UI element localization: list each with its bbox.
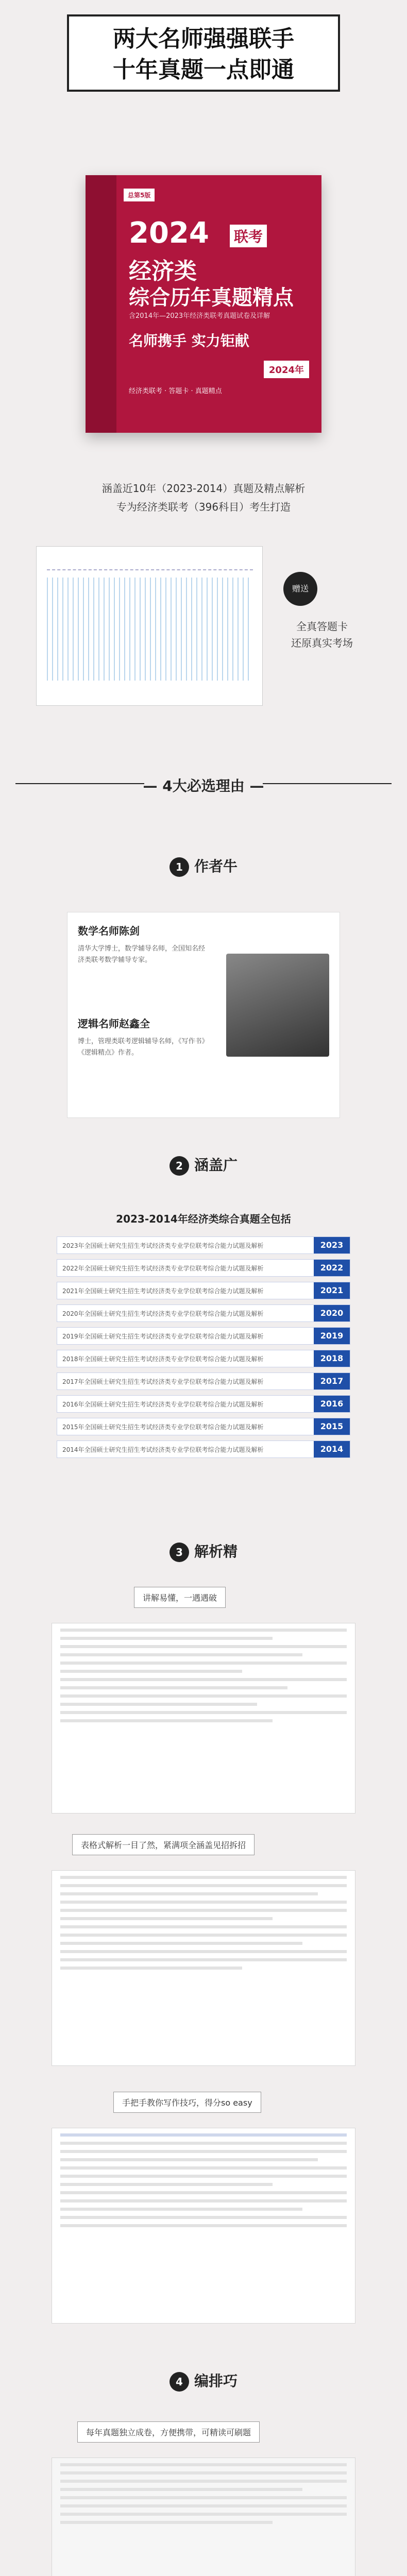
analysis-bubble-3: 手把手教你写作技巧，得分so easy — [113, 2092, 261, 2113]
list-item — [57, 1395, 350, 1413]
scope-title: 2023-2014年经济类综合真题全包括 — [116, 1213, 291, 1225]
cover-slogan: 名师携手 实力钜献 — [129, 332, 249, 349]
section-title: 解析精 — [194, 1543, 238, 1560]
section-head-4 — [0, 2370, 407, 2392]
intro — [0, 479, 407, 516]
sheet-caption — [273, 618, 371, 651]
hero-title-box — [67, 14, 340, 92]
list-item — [57, 1304, 350, 1322]
cover-title-2: 综合历年真题精点 — [129, 286, 294, 310]
list-item — [57, 1440, 350, 1458]
year-badge: 2020 — [314, 1305, 350, 1321]
section-number: 3 — [169, 1543, 189, 1562]
year-badge: 2022 — [314, 1260, 350, 1276]
scope-item-text: 2018年全国硕士研究生招生考试经济类专业学位联考综合能力试题及解析 — [62, 1355, 264, 1363]
cover-desc: 含2014年—2023年经济类联考真题试卷及详解 — [129, 312, 270, 320]
edition-badge: 总第5版 — [124, 189, 155, 201]
cover-year: 2024 — [129, 216, 209, 250]
answer-sheet-image — [36, 546, 263, 706]
section-title: 编排巧 — [194, 2372, 238, 2389]
book-cover — [86, 175, 321, 433]
intro-line-2: 专为经济类联考（396科目）考生打造 — [116, 501, 291, 513]
author-name-2: 逻辑名师赵鑫全 — [78, 1018, 150, 1030]
scope-item-text: 2020年全国硕士研究生招生考试经济类专业学位联考综合能力试题及解析 — [62, 1310, 264, 1317]
year-badge: 2017 — [314, 1373, 350, 1389]
section-head-1 — [0, 855, 407, 877]
section-title: 涵盖广 — [194, 1157, 238, 1174]
cover-subject-tag: 联考 — [230, 225, 267, 247]
section-number: 4 — [169, 2372, 189, 2392]
year-badge: 2018 — [314, 1350, 350, 1367]
intro-line-1: 涵盖近10年（2023-2014）真题及精点解析 — [101, 482, 306, 495]
hero-line-2: 十年真题一点即通 — [113, 57, 294, 83]
scope-list — [57, 1236, 350, 1463]
list-item — [57, 1282, 350, 1299]
reasons-divider — [0, 757, 407, 809]
author-desc-2: 博士，管理类联考逻辑辅导名师，《写作书》《逻辑精点》作者。 — [78, 1038, 206, 1057]
section-head-2 — [0, 1154, 407, 1176]
year-badge: 2016 — [314, 1396, 350, 1412]
cover-bottom: 经济类联考 · 答题卡 · 真题精点 — [129, 387, 222, 395]
year-badge: 2023 — [314, 1237, 350, 1253]
scope-item-text: 2019年全国硕士研究生招生考试经济类专业学位联考综合能力试题及解析 — [62, 1333, 264, 1340]
sheet-caption-1: 全真答题卡 — [296, 620, 348, 633]
analysis-sample-1 — [52, 1623, 355, 1814]
list-item — [57, 1236, 350, 1254]
scope-item-text: 2017年全国硕士研究生招生考试经济类专业学位联考综合能力试题及解析 — [62, 1378, 264, 1385]
authors-card — [67, 912, 340, 1118]
list-item — [57, 1327, 350, 1345]
year-badge: 2019 — [314, 1328, 350, 1344]
cover-title-1: 经济类 — [129, 258, 197, 284]
authors-photo — [226, 954, 329, 1057]
list-item — [57, 1372, 350, 1390]
analysis-bubble-1: 讲解易懂，一遇遇破 — [134, 1587, 226, 1608]
list-item — [57, 1418, 350, 1435]
scope-item-text: 2022年全国硕士研究生招生考试经济类专业学位联考综合能力试题及解析 — [62, 1265, 264, 1272]
scope-item-text: 2016年全国硕士研究生招生考试经济类专业学位联考综合能力试题及解析 — [62, 1401, 264, 1408]
cover-year-tag: 2024年 — [264, 361, 309, 378]
year-badge: 2015 — [314, 1418, 350, 1435]
scope-item-text: 2023年全国硕士研究生招生考试经济类专业学位联考综合能力试题及解析 — [62, 1242, 264, 1249]
hero-header — [0, 0, 407, 103]
sheet-header — [47, 555, 253, 570]
layout-bubble-1: 每年真题独立成卷，方便携带，可精读可刷题 — [77, 2421, 260, 2443]
author-name-1: 数学名师陈剑 — [78, 925, 140, 937]
layout-sample-1 — [52, 2458, 355, 2576]
year-badge: 2014 — [314, 1441, 350, 1458]
section-number: 2 — [169, 1156, 189, 1176]
analysis-sample-2 — [52, 1870, 355, 2066]
section-title: 作者牛 — [194, 858, 238, 875]
scope-item-text: 2021年全国硕士研究生招生考试经济类专业学位联考综合能力试题及解析 — [62, 1287, 264, 1295]
scope-item-text: 2014年全国硕士研究生招生考试经济类专业学位联考综合能力试题及解析 — [62, 1446, 264, 1453]
analysis-bubble-2: 表格式解析一目了然，紧满项全涵盖见招拆招 — [72, 1834, 255, 1855]
author-desc-1: 清华大学博士，数学辅导名师，全国知名经济类联考数学辅导专家。 — [78, 945, 206, 964]
analysis-sample-3 — [52, 2128, 355, 2324]
sheet-caption-2: 还原真实考场 — [291, 637, 353, 649]
sheet-grid — [47, 578, 253, 681]
scope-item-text: 2015年全国硕士研究生招生考试经济类专业学位联考综合能力试题及解析 — [62, 1423, 264, 1431]
list-item — [57, 1350, 350, 1367]
hero-line-1: 两大名师强强联手 — [113, 26, 294, 52]
gift-stamp: 赠送 — [283, 572, 317, 606]
answer-sheet-block — [36, 546, 371, 711]
section-head-3 — [0, 1540, 407, 1562]
cover-spine — [86, 175, 116, 433]
year-badge: 2021 — [314, 1282, 350, 1299]
section-number: 1 — [169, 857, 189, 877]
list-item — [57, 1259, 350, 1277]
divider-text: — 4大必选理由 — — [143, 777, 264, 794]
